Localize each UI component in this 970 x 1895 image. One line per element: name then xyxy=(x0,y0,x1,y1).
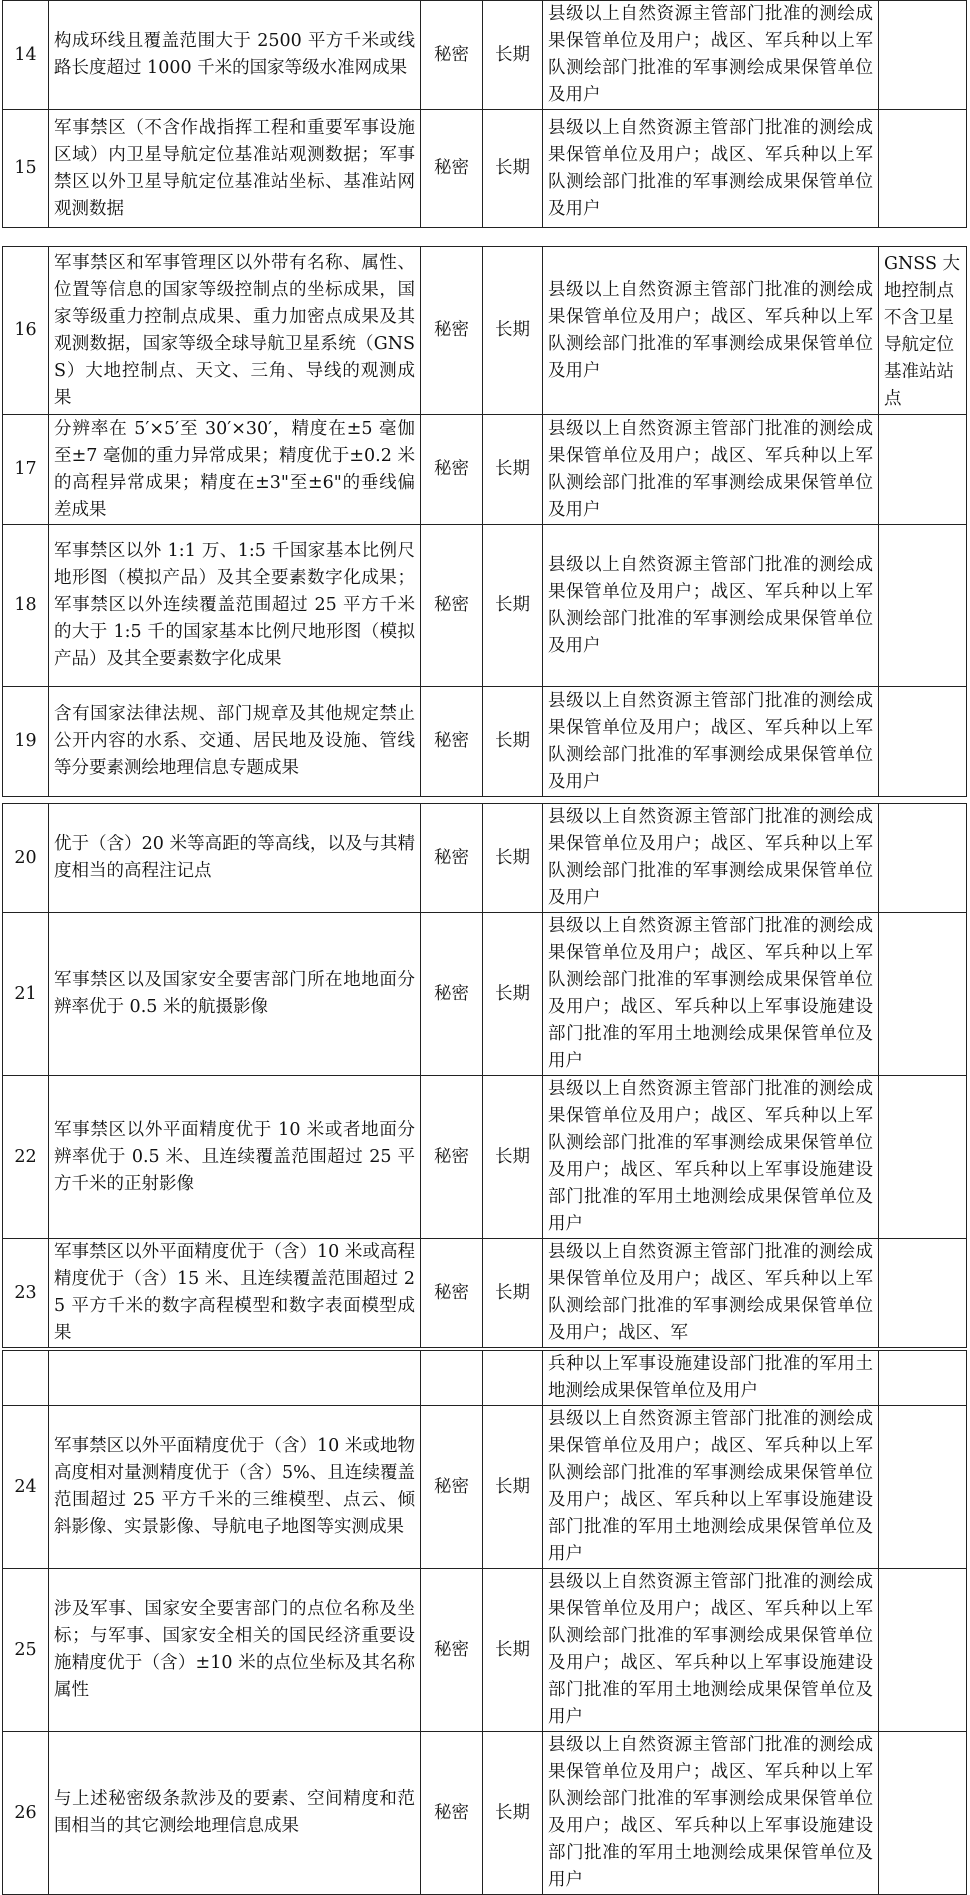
secret-term: 长期 xyxy=(483,1076,543,1239)
table-row-continuation xyxy=(3,1351,967,1406)
access-scope: 县级以上自然资源主管部门批准的测绘成果保管单位及用户；战区、军兵种以上军队测绘部门批准的军事测绘成果保管单位及用户；战区、军兵种以上军事设施建设部门批准的军用土地测绘成果保管单位及用户 xyxy=(543,1076,879,1239)
access-scope: 县级以上自然资源主管部门批准的测绘成果保管单位及用户；战区、军兵种以上军队测绘部门批准的军事测绘成果保管单位及用户 xyxy=(543,687,879,797)
remark xyxy=(879,525,967,687)
access-scope: 县级以上自然资源主管部门批准的测绘成果保管单位及用户；战区、军兵种以上军队测绘部门批准的军事测绘成果保管单位及用户 xyxy=(543,804,879,913)
secret-term: 长期 xyxy=(483,525,543,687)
remark xyxy=(879,1076,967,1239)
item-content: 分辨率在 5′×5′至 30′×30′，精度在±5 毫伽至±7 毫伽的重力异常成果；精度优于±0.2 米的高程异常成果；精度在±3"至±6"的垂线偏差成果 xyxy=(49,415,421,525)
access-scope: 县级以上自然资源主管部门批准的测绘成果保管单位及用户；战区、军兵种以上军队测绘部门批准的军事测绘成果保管单位及用户；战区、军兵种以上军事设施建设部门批准的军用土地测绘成果保管单位及用户 xyxy=(543,1406,879,1569)
row-number: 23 xyxy=(3,1239,49,1348)
secret-level: 秘密 xyxy=(421,1732,483,1895)
item-content: 军事禁区（不含作战指挥工程和重要军事设施区域）内卫星导航定位基准站观测数据；军事禁区以外卫星导航定位基准站坐标、基准站网观测数据 xyxy=(49,110,421,228)
access-scope: 县级以上自然资源主管部门批准的测绘成果保管单位及用户；战区、军兵种以上军队测绘部门批准的军事测绘成果保管单位及用户；战区、军兵种以上军事设施建设部门批准的军用土地测绘成果保管单位及用户 xyxy=(543,913,879,1076)
row-number xyxy=(3,1351,49,1406)
row-number: 19 xyxy=(3,687,49,797)
table-row xyxy=(3,804,967,913)
table-block-3 xyxy=(2,803,966,1348)
secret-level: 秘密 xyxy=(421,1406,483,1569)
remark xyxy=(879,804,967,913)
remark xyxy=(879,687,967,797)
table-row xyxy=(3,1406,967,1569)
table-block-4 xyxy=(2,1350,966,1895)
row-number: 24 xyxy=(3,1406,49,1569)
row-number: 17 xyxy=(3,415,49,525)
table-block-1 xyxy=(2,0,966,228)
item-content xyxy=(49,1351,421,1406)
item-content: 优于（含）20 米等高距的等高线，以及与其精度相当的高程注记点 xyxy=(49,804,421,913)
row-number: 21 xyxy=(3,913,49,1076)
secret-level: 秘密 xyxy=(421,1569,483,1732)
access-scope: 兵种以上军事设施建设部门批准的军用土地测绘成果保管单位及用户 xyxy=(543,1351,879,1406)
item-content: 军事禁区以外平面精度优于（含）10 米或地物高度相对量测精度优于（含）5%、且连续覆盖范围超过 25 平方千米的三维模型、点云、倾斜影像、实景影像、导航电子地图等实测成果 xyxy=(49,1406,421,1569)
classification-table-4 xyxy=(2,1350,967,1895)
item-content: 涉及军事、国家安全要害部门的点位名称及坐标；与军事、国家安全相关的国民经济重要设施精度优于（含）±10 米的点位坐标及其名称属性 xyxy=(49,1569,421,1732)
classification-table-2 xyxy=(2,246,967,797)
access-scope: 县级以上自然资源主管部门批准的测绘成果保管单位及用户；战区、军兵种以上军队测绘部门批准的军事测绘成果保管单位及用户；战区、军兵种以上军事设施建设部门批准的军用土地测绘成果保管单位及用户 xyxy=(543,1732,879,1895)
secret-level xyxy=(421,1351,483,1406)
table-row xyxy=(3,1076,967,1239)
table-row xyxy=(3,110,967,228)
table-row xyxy=(3,1239,967,1348)
table-row xyxy=(3,687,967,797)
remark: GNSS 大地控制点不含卫星导航定位基准站站点 xyxy=(879,247,967,415)
secret-term: 长期 xyxy=(483,247,543,415)
row-number: 25 xyxy=(3,1569,49,1732)
row-number: 26 xyxy=(3,1732,49,1895)
remark xyxy=(879,1239,967,1348)
secret-term: 长期 xyxy=(483,415,543,525)
remark xyxy=(879,110,967,228)
item-content: 与上述秘密级条款涉及的要素、空间精度和范围相当的其它测绘地理信息成果 xyxy=(49,1732,421,1895)
table-row xyxy=(3,913,967,1076)
item-content: 含有国家法律法规、部门规章及其他规定禁止公开内容的水系、交通、居民地及设施、管线等分要素测绘地理信息专题成果 xyxy=(49,687,421,797)
table-block-2 xyxy=(2,246,966,797)
secret-term: 长期 xyxy=(483,1569,543,1732)
secret-level: 秘密 xyxy=(421,247,483,415)
secret-level: 秘密 xyxy=(421,1076,483,1239)
secret-term: 长期 xyxy=(483,1,543,110)
item-content: 军事禁区以外平面精度优于 10 米或者地面分辨率优于 0.5 米、且连续覆盖范围超过 25 平方千米的正射影像 xyxy=(49,1076,421,1239)
access-scope: 县级以上自然资源主管部门批准的测绘成果保管单位及用户；战区、军兵种以上军队测绘部门批准的军事测绘成果保管单位及用户；战区、军兵种以上军事设施建设部门批准的军用土地测绘成果保管单位及用户 xyxy=(543,1569,879,1732)
remark xyxy=(879,415,967,525)
secret-level: 秘密 xyxy=(421,415,483,525)
secret-term: 长期 xyxy=(483,1732,543,1895)
remark xyxy=(879,1406,967,1569)
secret-term: 长期 xyxy=(483,1239,543,1348)
classification-table-3 xyxy=(2,803,967,1348)
remark xyxy=(879,913,967,1076)
table-row xyxy=(3,1569,967,1732)
secret-term: 长期 xyxy=(483,913,543,1076)
row-number: 22 xyxy=(3,1076,49,1239)
access-scope: 县级以上自然资源主管部门批准的测绘成果保管单位及用户；战区、军兵种以上军队测绘部门批准的军事测绘成果保管单位及用户 xyxy=(543,1,879,110)
access-scope: 县级以上自然资源主管部门批准的测绘成果保管单位及用户；战区、军兵种以上军队测绘部门批准的军事测绘成果保管单位及用户 xyxy=(543,525,879,687)
secret-level: 秘密 xyxy=(421,913,483,1076)
table-row xyxy=(3,1732,967,1895)
row-number: 16 xyxy=(3,247,49,415)
secret-term: 长期 xyxy=(483,1406,543,1569)
secret-level: 秘密 xyxy=(421,804,483,913)
remark xyxy=(879,1569,967,1732)
secret-level: 秘密 xyxy=(421,525,483,687)
secret-term: 长期 xyxy=(483,110,543,228)
row-number: 18 xyxy=(3,525,49,687)
secret-level: 秘密 xyxy=(421,110,483,228)
item-content: 军事禁区以及国家安全要害部门所在地地面分辨率优于 0.5 米的航摄影像 xyxy=(49,913,421,1076)
table-row xyxy=(3,247,967,415)
remark xyxy=(879,1351,967,1406)
table-row xyxy=(3,525,967,687)
access-scope: 县级以上自然资源主管部门批准的测绘成果保管单位及用户；战区、军兵种以上军队测绘部门批准的军事测绘成果保管单位及用户；战区、军 xyxy=(543,1239,879,1348)
table-row xyxy=(3,415,967,525)
classification-table-1 xyxy=(2,0,967,228)
access-scope: 县级以上自然资源主管部门批准的测绘成果保管单位及用户；战区、军兵种以上军队测绘部门批准的军事测绘成果保管单位及用户 xyxy=(543,247,879,415)
row-number: 14 xyxy=(3,1,49,110)
remark xyxy=(879,1732,967,1895)
secret-term xyxy=(483,1351,543,1406)
item-content: 军事禁区和军事管理区以外带有名称、属性、位置等信息的国家等级控制点的坐标成果，国家等级重力控制点成果、重力加密点成果及其观测数据，国家等级全球导航卫星系统（GNSS）大地控制点、天文、三角、导线的观测成果 xyxy=(49,247,421,415)
secret-level: 秘密 xyxy=(421,1239,483,1348)
secret-level: 秘密 xyxy=(421,1,483,110)
remark xyxy=(879,1,967,110)
access-scope: 县级以上自然资源主管部门批准的测绘成果保管单位及用户；战区、军兵种以上军队测绘部门批准的军事测绘成果保管单位及用户 xyxy=(543,415,879,525)
secret-term: 长期 xyxy=(483,804,543,913)
secret-term: 长期 xyxy=(483,687,543,797)
row-number: 20 xyxy=(3,804,49,913)
access-scope: 县级以上自然资源主管部门批准的测绘成果保管单位及用户；战区、军兵种以上军队测绘部门批准的军事测绘成果保管单位及用户 xyxy=(543,110,879,228)
item-content: 军事禁区以外 1:1 万、1:5 千国家基本比例尺地形图（模拟产品）及其全要素数字化成果；军事禁区以外连续覆盖范围超过 25 平方千米的大于 1:5 千的国家基本比例尺地形图（模拟产品）及其全要素数字化成果 xyxy=(49,525,421,687)
row-number: 15 xyxy=(3,110,49,228)
item-content: 军事禁区以外平面精度优于（含）10 米或高程精度优于（含）15 米、且连续覆盖范围超过 25 平方千米的数字高程模型和数字表面模型成果 xyxy=(49,1239,421,1348)
table-row xyxy=(3,1,967,110)
item-content: 构成环线且覆盖范围大于 2500 平方千米或线路长度超过 1000 千米的国家等级水准网成果 xyxy=(49,1,421,110)
secret-level: 秘密 xyxy=(421,687,483,797)
